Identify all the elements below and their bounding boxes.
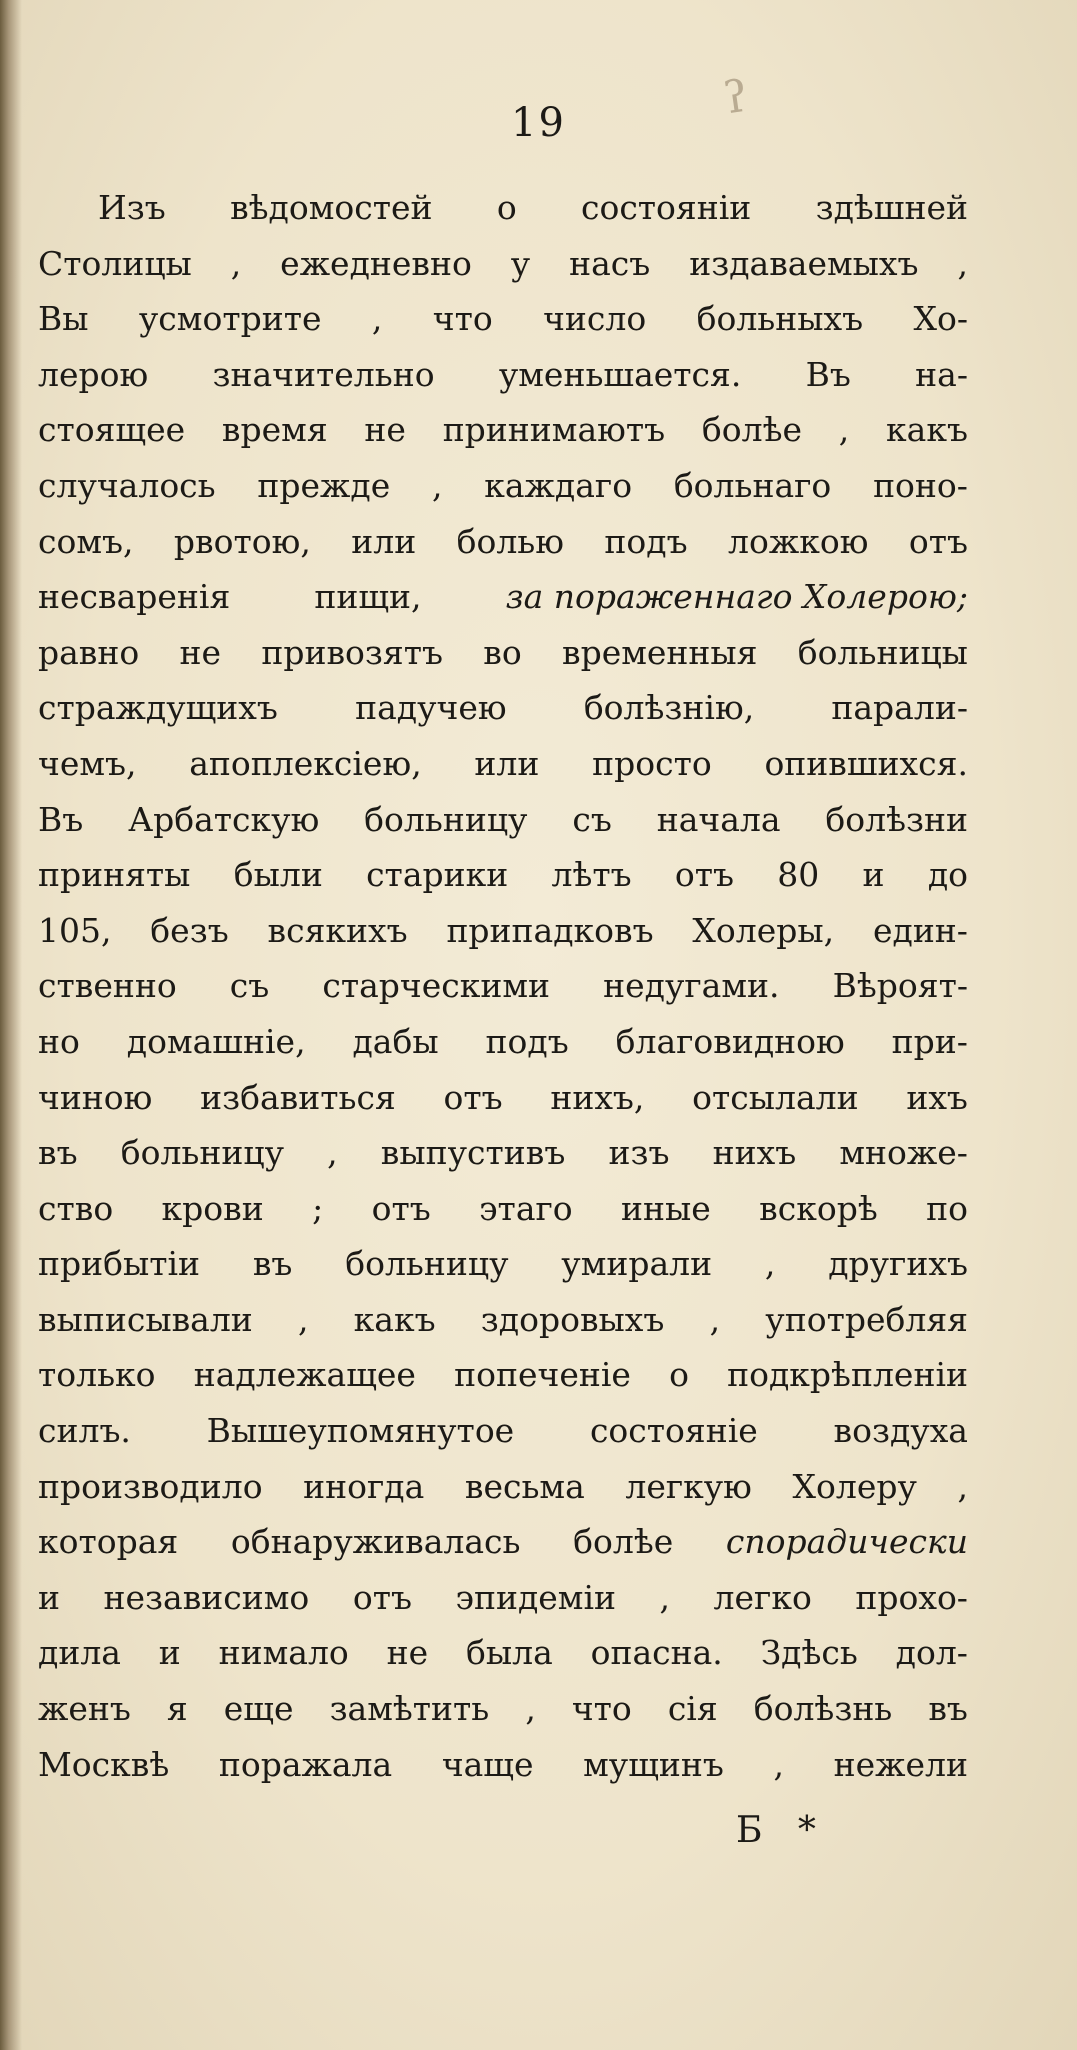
text-line: дила и нимало не была опасна. Здѣсь дол-	[38, 1633, 968, 1673]
italic-phrase: за пораженнаго Холерою;	[505, 577, 968, 617]
text-line: приняты были старики лѣтъ отъ 80 и до	[38, 855, 968, 895]
page-binding-edge	[0, 0, 22, 2050]
text-line: въ больницу , выпустивъ изъ нихъ множе-	[38, 1133, 968, 1173]
text-line: и независимо отъ эпидеміи , легко прохо-	[38, 1577, 968, 1617]
page-number: 19	[511, 100, 566, 146]
text-line: Москвѣ поражала чаще мущинъ , нежели	[38, 1744, 968, 1784]
text-line: ство крови ; отъ этаго иные вскорѣ по	[38, 1188, 968, 1228]
text-line: страждущихъ падучею болѣзнію, парали-	[38, 688, 968, 728]
text-line: 105, безъ всякихъ припадковъ Холеры, един-	[38, 910, 968, 950]
text-line: несваренія пищи, за пораженнаго Холерою;	[38, 569, 968, 625]
text-line: ственно съ старческими недугами. Вѣроят-	[38, 966, 968, 1006]
text-line: Въ Арбатскую больницу съ начала болѣзни	[38, 799, 968, 839]
text-line: силъ. Вышеупомянутое состояніе воздуха	[38, 1411, 968, 1451]
text-line: случалось прежде , каждаго больнаго поно-	[38, 465, 968, 505]
text-line: которая обнаруживалась болѣе спорадически	[38, 1514, 968, 1570]
text-line: равно не привозятъ во временныя больницы	[38, 632, 968, 672]
text-line: но домашніе, дабы подъ благовидною при-	[38, 1021, 968, 1061]
text-line: Изъ вѣдомостей о состояніи здѣшней	[98, 188, 968, 227]
text-line: стоящее время не принимаютъ болѣе , какъ	[38, 410, 968, 450]
italic-phrase: спорадически	[725, 1522, 968, 1562]
text-line: прибытіи въ больницу умирали , другихъ	[38, 1244, 968, 1284]
text-line: чемъ, апоплексіею, или просто опившихся.	[38, 743, 968, 783]
text-line: Вы усмотрите , что число больныхъ Хо-	[38, 299, 968, 339]
signature-mark: Б *	[736, 1810, 828, 1851]
text-line: лерою значительно уменьшается. Въ на-	[38, 354, 968, 394]
text-line: сомъ, рвотою, или болью подъ ложкою отъ	[38, 521, 968, 561]
text-line: Столицы , ежедневно у насъ издаваемыхъ ,	[38, 243, 968, 283]
text-line: только надлежащее попеченіе о подкрѣпленіи	[38, 1355, 968, 1395]
text-line: чиною избавиться отъ нихъ, отсылали ихъ	[38, 1077, 968, 1117]
text-line: выписывали , какъ здоровыхъ , употребляя	[38, 1299, 968, 1339]
text-line: женъ я еще замѣтить , что сія болѣзнь въ	[38, 1689, 968, 1729]
text-line: производило иногда весьма легкую Холеру ,	[38, 1466, 968, 1506]
body-text	[38, 180, 968, 1792]
pencil-mark: ʔ	[720, 70, 752, 125]
